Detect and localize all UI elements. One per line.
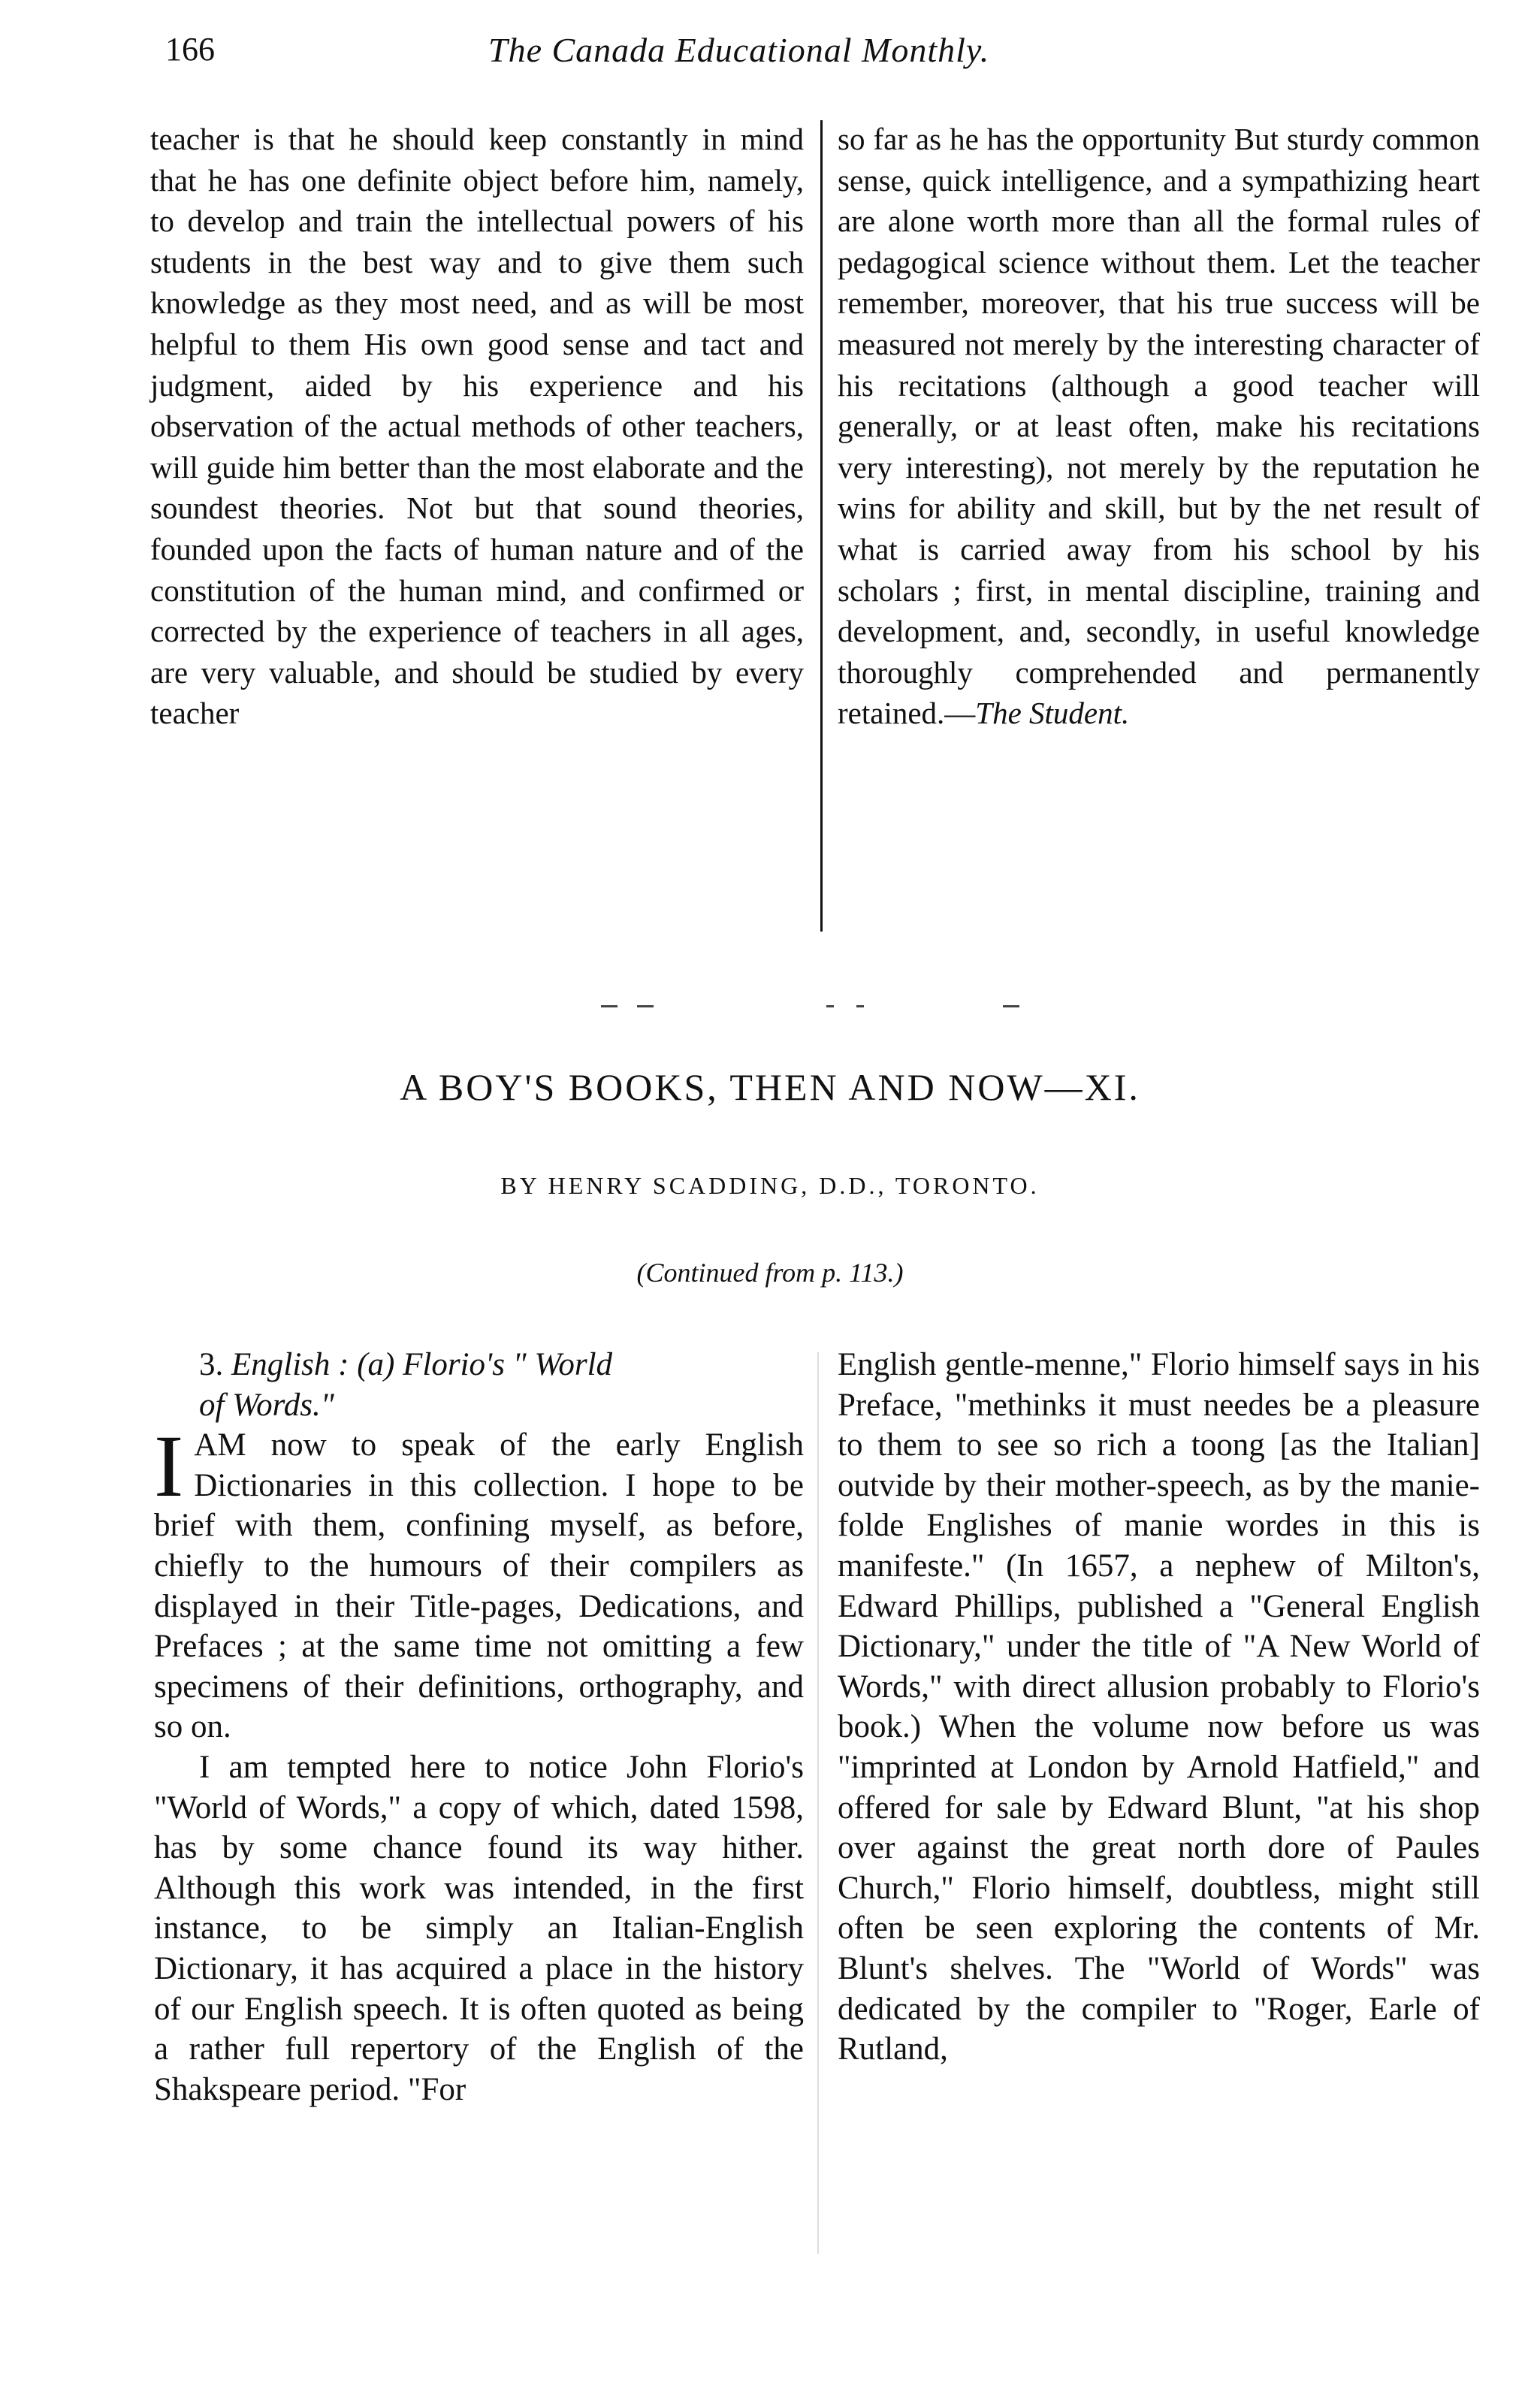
page-number: 166 — [165, 31, 215, 68]
running-title: The Canada Educational Monthly. — [488, 31, 990, 69]
top-right-paragraph — [838, 119, 1480, 734]
column-divider — [820, 120, 823, 932]
article-title: A BOY'S BOOKS, THEN AND NOW—XI. — [400, 1066, 1140, 1108]
column-divider-faint — [817, 1352, 819, 2254]
first-paragraph-text: AM now to speak of the early English Dictionaries in this collection. I hope to be brief with them, confining myself, as before, chiefly to the humours of their compilers as displayed in their Title-pages, Dedications, and Prefaces ; at the same time not omitting a few specimens of their definitions, orthography, and so on. — [154, 1427, 804, 1745]
top-right-text: so far as he has the opportunity But sturdy common sense, quick intelligence, and a sympathizing heart are alone worth more than all the formal rules of pedagogical science without them. Let the teacher remember, moreover, that his true success will be measured not merely by the interesting character of his recitations (although a good teacher will generally, or at least often, make his recitations very interesting), not merely by the reputation he wins for ability and skill, but by the net result of what is carried away from his school by his scholars ; first, in mental discipline, training and development, and, secondly, in useful knowledge thoroughly comprehended and permanently retained.— — [838, 122, 1480, 731]
article-right-column — [838, 1345, 1480, 2070]
section-heading-part-1: English : (a) Florio's " World — [231, 1347, 613, 1382]
second-paragraph: I am tempted here to notice John Florio's "World of Words," a copy of which, dated 1598, has by some chance found its way hither. Although this work was intended, in the first instance, to be simply an Italian-English Dictionary, it has acquired a place in the history of our English speech. It is often quoted as being a rather full repertory of the English of the Shakspeare period. "For — [154, 1749, 804, 2107]
first-paragraph — [154, 1417, 804, 1747]
section-separator — [601, 1005, 1022, 1010]
attribution: The Student. — [975, 696, 1130, 731]
top-left-column — [150, 119, 804, 734]
section-heading-part-2: of Words." — [199, 1387, 334, 1423]
third-paragraph: English gentle-menne," Florio himself says in his Preface, "methinks it must needes be a pleasure to them to see so rich a toong [as the Italian] outvide by their mother-speech, as by the manie-folde Englishes of manie wordes in this is manifeste." (In 1657, a nephew of Milton's, Edward Phillips, published a "General English Dictionary," under the title of "A New World of Words," with direct allusion probably to Florio's book.) When the volume now before us was "imprinted at London by Arnold Hatfield," and offered for sale by Edward Blunt, "at his shop over against the great north dore of Paules Church," Florio himself, doubtless, might still often be seen exploring the contents of Mr. Blunt's shelves. The "World of Words" was dedicated by the compiler to "Roger, Earle of Rutland, — [838, 1347, 1480, 2067]
top-right-column — [838, 119, 1480, 734]
article-left-column — [154, 1345, 804, 2110]
drop-cap: I — [154, 1417, 184, 1516]
byline: BY HENRY SCADDING, D.D., TORONTO. — [500, 1172, 1040, 1199]
continued-note: (Continued from p. 113.) — [636, 1258, 904, 1288]
page-header — [165, 30, 1442, 83]
section-number: 3. — [199, 1347, 224, 1382]
section-heading — [154, 1345, 804, 1385]
top-left-text: teacher is that he should keep constantly in mind that he has one definite object before him, namely, to develop and train the intellectual powers of his students in the best way and to give them such knowledge as they most need, and as will be most helpful to them His own good sense and tact and judgment, aided by his experience and his observation of the actual methods of other teachers, will guide him better than the most elaborate and the soundest theories. Not but that sound theories, founded upon the facts of human nature and of the constitution of the human mind, and confirmed or corrected by the experience of teachers in all ages, are very valuable, and should be studied by every teacher — [150, 122, 804, 731]
